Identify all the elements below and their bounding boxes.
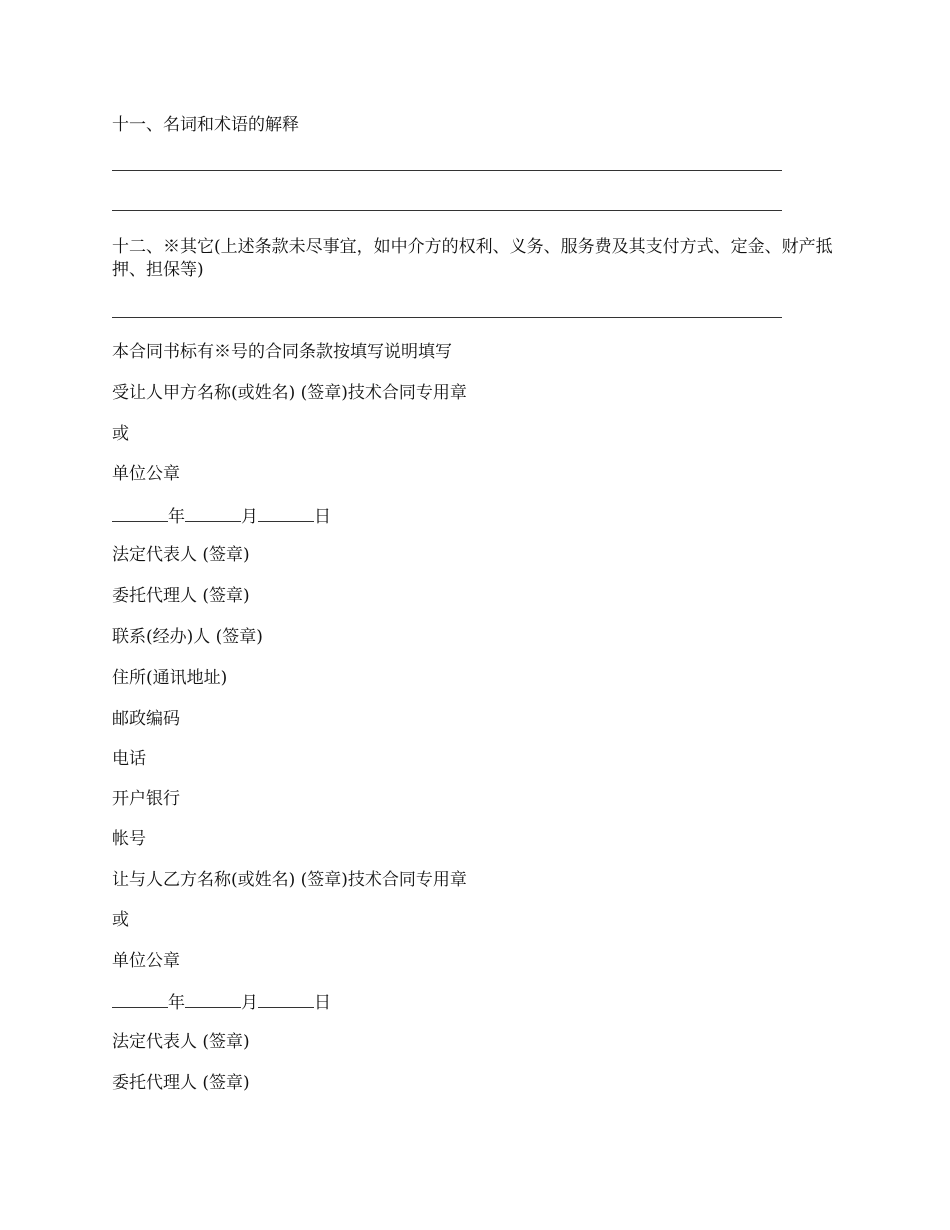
month-label: 月 <box>241 993 258 1013</box>
party-b-name-line: 让与人乙方名称(或姓名) (签章)技术合同专用章 <box>112 870 467 890</box>
month-blank <box>185 990 241 1008</box>
party-b-legal-rep: 法定代表人 (签章) <box>112 1032 250 1052</box>
year-label: 年 <box>168 507 185 527</box>
party-a-legal-rep: 法定代表人 (签章) <box>112 545 250 565</box>
blank-line <box>112 317 782 318</box>
party-a-contact: 联系(经办)人 (签章) <box>112 627 263 647</box>
party-a-date <box>112 504 331 529</box>
party-a-seal: 单位公章 <box>112 464 180 484</box>
party-a-account: 帐号 <box>112 829 146 849</box>
year-label: 年 <box>168 993 185 1013</box>
month-blank <box>185 504 241 522</box>
fill-note: 本合同书标有※号的合同条款按填写说明填写 <box>112 342 452 362</box>
day-label: 日 <box>314 507 331 527</box>
party-a-or: 或 <box>112 424 129 444</box>
party-b-date <box>112 990 331 1015</box>
year-blank <box>112 504 168 522</box>
party-a-phone: 电话 <box>112 749 146 769</box>
party-b-agent: 委托代理人 (签章) <box>112 1073 250 1093</box>
day-blank <box>258 504 314 522</box>
party-a-postcode: 邮政编码 <box>112 709 180 729</box>
party-b-or: 或 <box>112 910 129 930</box>
party-a-agent: 委托代理人 (签章) <box>112 586 250 606</box>
party-a-bank: 开户银行 <box>112 789 180 809</box>
section-12-heading: 十二、※其它(上述条款未尽事宜，如中介方的权利、义务、服务费及其支付方式、定金、财产抵押、担保等) <box>112 237 833 280</box>
blank-line <box>112 210 782 211</box>
blank-line <box>112 170 782 171</box>
month-label: 月 <box>241 507 258 527</box>
party-b-seal: 单位公章 <box>112 951 180 971</box>
party-a-name-line: 受让人甲方名称(或姓名) (签章)技术合同专用章 <box>112 383 467 403</box>
section-11-heading: 十一、名词和术语的解释 <box>112 115 299 135</box>
year-blank <box>112 990 168 1008</box>
day-blank <box>258 990 314 1008</box>
day-label: 日 <box>314 993 331 1013</box>
party-a-address: 住所(通讯地址) <box>112 668 228 688</box>
